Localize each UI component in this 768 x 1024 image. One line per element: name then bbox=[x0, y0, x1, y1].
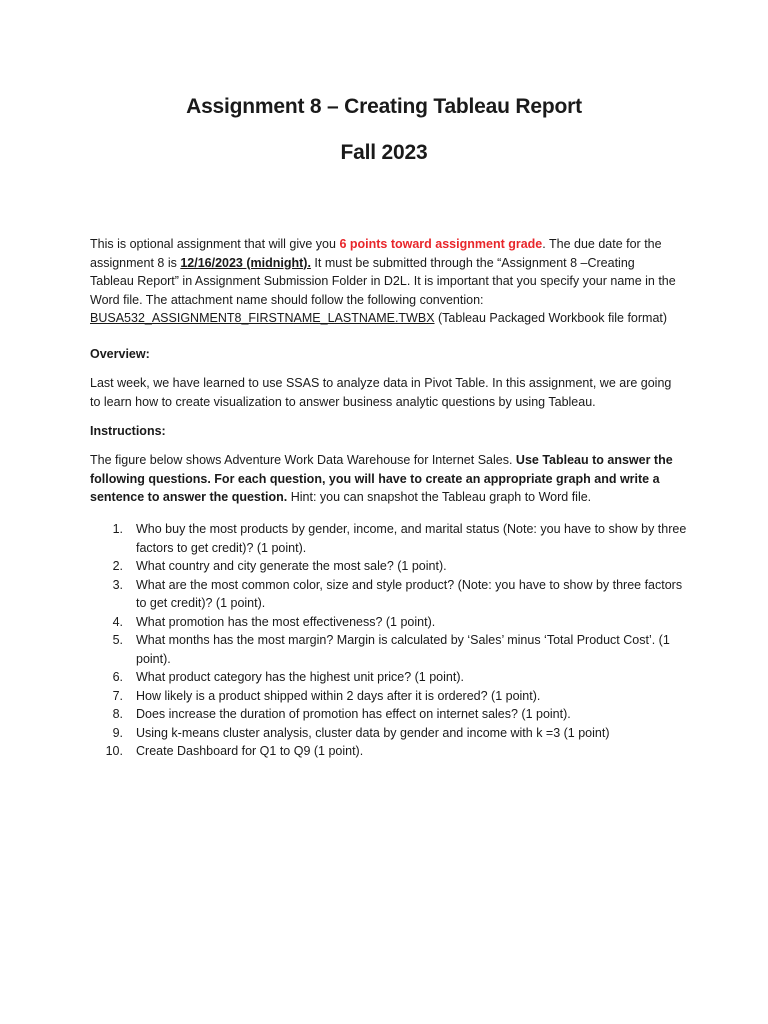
question-text: How likely is a product shipped within 2 days after it is ordered? (1 point). bbox=[136, 688, 541, 703]
question-number: 8. bbox=[112, 707, 123, 721]
question-text: What product category has the highest unit price? (1 point). bbox=[136, 670, 464, 684]
list-item bbox=[90, 724, 690, 743]
question-text: What are the most common color, size and style product? (Note: you have to show by three factors to get credit)? (1 point). bbox=[136, 577, 683, 610]
question-text: Does increase the duration of promotion has effect on internet sales? (1 point). bbox=[136, 707, 571, 721]
instructions-bold: Use Tableau to answer the following questions. For each question, you will have to create an appropriate graph and write a sentence to answer the question. bbox=[90, 453, 673, 504]
question-number: 5. bbox=[112, 633, 123, 647]
overview-heading: Overview: bbox=[90, 347, 150, 361]
list-item bbox=[90, 668, 690, 687]
list-item bbox=[90, 687, 690, 706]
due-date: 12/16/2023 (midnight). bbox=[180, 255, 311, 270]
list-item bbox=[90, 613, 690, 632]
instructions-text-2: Hint: you can snapshot the Tableau graph to Word file. bbox=[287, 490, 592, 504]
question-text: Who buy the most products by gender, income, and marital status (Note: you have to show by three factors to get credit)? (1 point). bbox=[136, 522, 687, 555]
overview-paragraph: Last week, we have learned to use SSAS to analyze data in Pivot Table. In this assignment, we are going to learn how to create visualization to answer business analytic questions by using Tableau. bbox=[90, 376, 672, 409]
points-highlight: 6 points toward assignment grade bbox=[339, 237, 543, 251]
intro-text-4: (Tableau Packaged Workbook file format) bbox=[434, 311, 668, 325]
instructions-heading: Instructions: bbox=[90, 424, 166, 438]
list-item bbox=[90, 705, 690, 724]
question-number: 9. bbox=[112, 725, 123, 740]
instructions-text-1: The figure below shows Adventure Work Data Warehouse for Internet Sales. bbox=[90, 453, 516, 467]
question-number: 1. bbox=[112, 522, 123, 536]
instructions-paragraph bbox=[90, 451, 680, 507]
question-text: What promotion has the most effectiveness? (1 point). bbox=[136, 614, 436, 629]
question-text: Create Dashboard for Q1 to Q9 (1 point). bbox=[136, 744, 364, 758]
question-text: What country and city generate the most sale? (1 point). bbox=[136, 559, 447, 573]
question-list bbox=[90, 520, 690, 761]
question-number: 6. bbox=[112, 670, 123, 684]
filename-convention: BUSA532_ASSIGNMENT8_FIRSTNAME_LASTNAME.TWBX bbox=[90, 311, 435, 325]
page-title: Assignment 8 – Creating Tableau Report bbox=[186, 95, 582, 118]
question-number: 7. bbox=[112, 688, 123, 703]
list-item bbox=[90, 576, 690, 613]
question-number: 3. bbox=[112, 577, 123, 592]
list-item bbox=[90, 520, 690, 557]
intro-text-1: This is optional assignment that will give you bbox=[90, 237, 340, 251]
intro-text-3: It must be submitted through the “Assignment 8 –Creating Tableau Report” in Assignment Submission Folder in D2L. It is important that you specify your name in the Word file. The attachment name should follow the following convention: bbox=[90, 255, 676, 307]
page-subtitle-term: Fall 2023 bbox=[340, 141, 428, 164]
question-text: Using k-means cluster analysis, cluster data by gender and income with k =3 (1 point) bbox=[136, 725, 610, 740]
list-item bbox=[90, 557, 690, 576]
intro-paragraph bbox=[90, 235, 680, 328]
question-number: 10. bbox=[105, 744, 123, 758]
list-item bbox=[90, 631, 690, 668]
question-number: 2. bbox=[112, 559, 123, 573]
list-item bbox=[90, 742, 690, 761]
intro-text-2: . The due date for the assignment 8 is bbox=[90, 237, 662, 270]
question-number: 4. bbox=[112, 614, 123, 629]
question-text: What months has the most margin? Margin is calculated by ‘Sales’ minus ‘Total Product Cost’. (1 point). bbox=[136, 633, 670, 666]
